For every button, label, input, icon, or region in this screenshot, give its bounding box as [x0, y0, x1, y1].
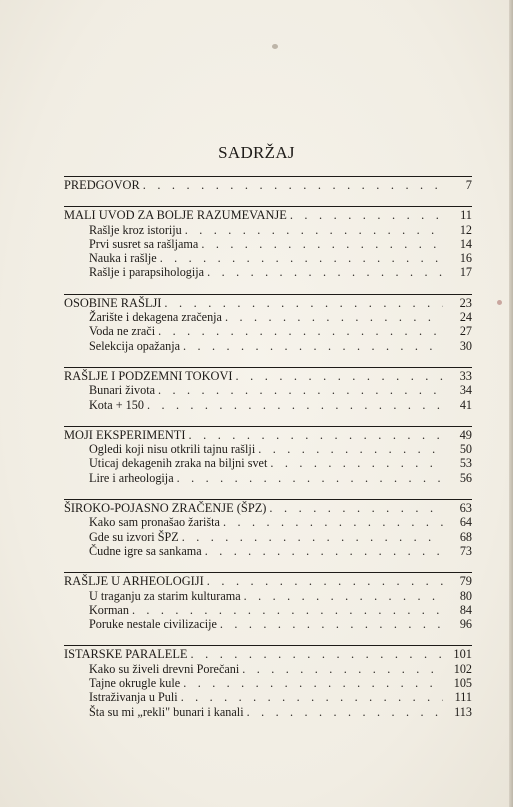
page-number: 113 — [454, 704, 472, 719]
chapter-entry — [64, 178, 472, 192]
subchapter-entry-label: Rašlje kroz istoriju — [89, 222, 182, 237]
dot-leader — [191, 647, 444, 661]
page-number: 56 — [459, 470, 472, 485]
subchapter-entry-label: U traganju za starim kulturama — [89, 588, 241, 603]
page-number: 41 — [459, 397, 472, 412]
dot-leader — [185, 223, 443, 237]
paper-speck — [272, 44, 278, 49]
page-number: 53 — [459, 456, 472, 471]
subchapter-entry-label: Ogledi koji nisu otkrili tajnu rašlji — [89, 442, 256, 457]
subchapter-entry — [64, 265, 472, 279]
subchapter-entry — [64, 251, 472, 265]
subchapter-entry-label: Uticaj dekagenih zraka na biljni svet — [89, 456, 268, 471]
subchapter-entry — [64, 690, 472, 704]
page-number: 23 — [459, 295, 472, 310]
subchapter-entry-label: Bunari života — [89, 383, 155, 398]
subchapter-entry-label: Rašlje i parapsihologija — [89, 265, 205, 280]
subchapter-entry-label: Voda ne zrači — [89, 324, 156, 339]
subchapter-entry — [64, 456, 472, 470]
subchapter-entry-label: Gde su izvori ŠPZ — [89, 529, 179, 544]
page-number: 79 — [459, 574, 472, 589]
page-number: 34 — [459, 383, 472, 398]
dot-leader — [132, 603, 443, 617]
subchapter-entry — [64, 515, 472, 529]
dot-leader — [158, 383, 443, 397]
chapter-entry-label: ISTARSKE PARALELE — [64, 647, 188, 662]
toc-section — [64, 367, 472, 412]
chapter-entry-label: MALI UVOD ZA BOLJE RAZUMEVANJE — [64, 208, 287, 223]
subchapter-entry — [64, 471, 472, 485]
page-number: 33 — [459, 368, 472, 383]
page-number: 101 — [453, 647, 472, 662]
chapter-entry-label: PREDGOVOR — [64, 178, 140, 192]
dot-leader — [242, 662, 443, 676]
dot-leader — [269, 501, 443, 515]
subchapter-entry — [64, 310, 472, 324]
toc-section — [64, 572, 472, 631]
dot-leader — [160, 251, 443, 265]
page-number: 24 — [459, 310, 472, 325]
subchapter-entry-label: Istraživanja u Puli — [89, 690, 178, 705]
chapter-entry — [64, 369, 472, 383]
subchapter-entry — [64, 223, 472, 237]
chapter-entry-label: RAŠLJE I PODZEMNI TOKOVI — [64, 368, 233, 383]
dot-leader — [220, 617, 443, 631]
page-number: 16 — [459, 251, 472, 266]
dot-leader — [205, 544, 443, 558]
page-number: 50 — [459, 442, 472, 457]
subchapter-entry — [64, 662, 472, 676]
page-number: 73 — [459, 543, 472, 558]
page-number: 30 — [459, 338, 472, 353]
page-number: 63 — [459, 501, 472, 516]
dot-leader — [177, 471, 443, 485]
subchapter-entry-label: Selekcija opažanja — [89, 338, 181, 353]
subchapter-entry — [64, 324, 472, 338]
dot-leader — [244, 589, 443, 603]
subchapter-entry-label: Kako su živeli drevni Porečani — [89, 661, 240, 676]
dot-leader — [158, 324, 443, 338]
subchapter-entry — [64, 339, 472, 353]
subchapter-entry-label: Žarište i dekagena zračenja — [89, 310, 222, 325]
page-number: 49 — [459, 427, 472, 442]
dot-leader — [182, 530, 443, 544]
subchapter-entry — [64, 398, 472, 412]
subchapter-entry-label: Prvi susret sa rašljama — [89, 236, 199, 251]
subchapter-entry — [64, 237, 472, 251]
page-number: 102 — [453, 661, 472, 676]
subchapter-entry — [64, 442, 472, 456]
chapter-entry — [64, 428, 472, 442]
subchapter-entry-label: Kota + 150 — [89, 397, 144, 412]
subchapter-entry — [64, 617, 472, 631]
dot-leader — [164, 296, 443, 310]
section-divider — [64, 645, 472, 646]
toc-section — [64, 426, 472, 485]
page-number: 12 — [459, 222, 472, 237]
toc-section — [64, 206, 472, 279]
toc-section — [64, 176, 472, 192]
chapter-entry — [64, 501, 472, 515]
page-number: 14 — [459, 236, 472, 251]
dot-leader — [290, 208, 443, 222]
dot-leader — [147, 398, 443, 412]
section-divider — [64, 426, 472, 427]
dot-leader — [143, 178, 443, 192]
page-number: 96 — [459, 617, 472, 632]
subchapter-entry — [64, 383, 472, 397]
subchapter-entry — [64, 544, 472, 558]
page-number: 27 — [459, 324, 472, 339]
dot-leader — [207, 265, 443, 279]
dot-leader — [207, 574, 443, 588]
dot-leader — [236, 369, 443, 383]
page-edge-shadow — [509, 0, 513, 807]
dot-leader — [181, 690, 443, 704]
dot-leader — [183, 676, 443, 690]
table-of-contents — [64, 176, 472, 733]
chapter-entry — [64, 208, 472, 222]
toc-section — [64, 294, 472, 353]
dot-leader — [247, 705, 443, 719]
dot-leader — [258, 442, 443, 456]
section-divider — [64, 206, 472, 207]
toc-section — [64, 499, 472, 558]
page-number: 84 — [459, 602, 472, 617]
subchapter-entry-label: Čudne igre sa sankama — [89, 543, 202, 558]
chapter-entry-label: ŠIROKO-POJASNO ZRAČENJE (ŠPZ) — [64, 501, 267, 516]
page-number: 80 — [459, 588, 472, 603]
dot-leader — [201, 237, 443, 251]
chapter-entry-label: MOJI EKSPERIMENTI — [64, 427, 186, 442]
subchapter-entry-label: Nauka i rašlje — [89, 251, 157, 266]
page-number: 68 — [459, 529, 472, 544]
subchapter-entry — [64, 676, 472, 690]
subchapter-entry-label: Kako sam pronašao žarišta — [89, 515, 220, 530]
chapter-entry — [64, 647, 472, 661]
dot-leader — [223, 515, 443, 529]
subchapter-entry-label: Lire i arheologija — [89, 470, 174, 485]
chapter-entry-label: OSOBINE RAŠLJI — [64, 295, 162, 310]
page-title: SADRŽAJ — [218, 143, 295, 162]
paper-speck — [497, 300, 502, 305]
section-divider — [64, 294, 472, 295]
dot-leader — [270, 456, 443, 470]
chapter-entry-label: RAŠLJE U ARHEOLOGIJI — [64, 574, 204, 589]
chapter-entry — [64, 296, 472, 310]
toc-section — [64, 645, 472, 718]
subchapter-entry-label: Šta su mi „rekli" bunari i kanali — [89, 704, 244, 719]
page-number: 111 — [454, 690, 472, 705]
subchapter-entry — [64, 589, 472, 603]
chapter-entry — [64, 574, 472, 588]
subchapter-entry — [64, 530, 472, 544]
section-divider — [64, 499, 472, 500]
section-divider — [64, 367, 472, 368]
page-number: 11 — [460, 208, 472, 223]
section-divider — [64, 176, 472, 177]
page-number: 17 — [459, 265, 472, 280]
subchapter-entry-label: Korman — [89, 602, 129, 617]
dot-leader — [189, 428, 444, 442]
dot-leader — [225, 310, 443, 324]
page-number: 7 — [465, 178, 472, 192]
subchapter-entry-label: Poruke nestale civilizacije — [89, 617, 217, 632]
page-number: 105 — [453, 676, 472, 691]
page-number: 64 — [459, 515, 472, 530]
subchapter-entry — [64, 603, 472, 617]
subchapter-entry — [64, 705, 472, 719]
dot-leader — [183, 339, 443, 353]
section-divider — [64, 572, 472, 573]
subchapter-entry-label: Tajne okrugle kule — [89, 676, 181, 691]
